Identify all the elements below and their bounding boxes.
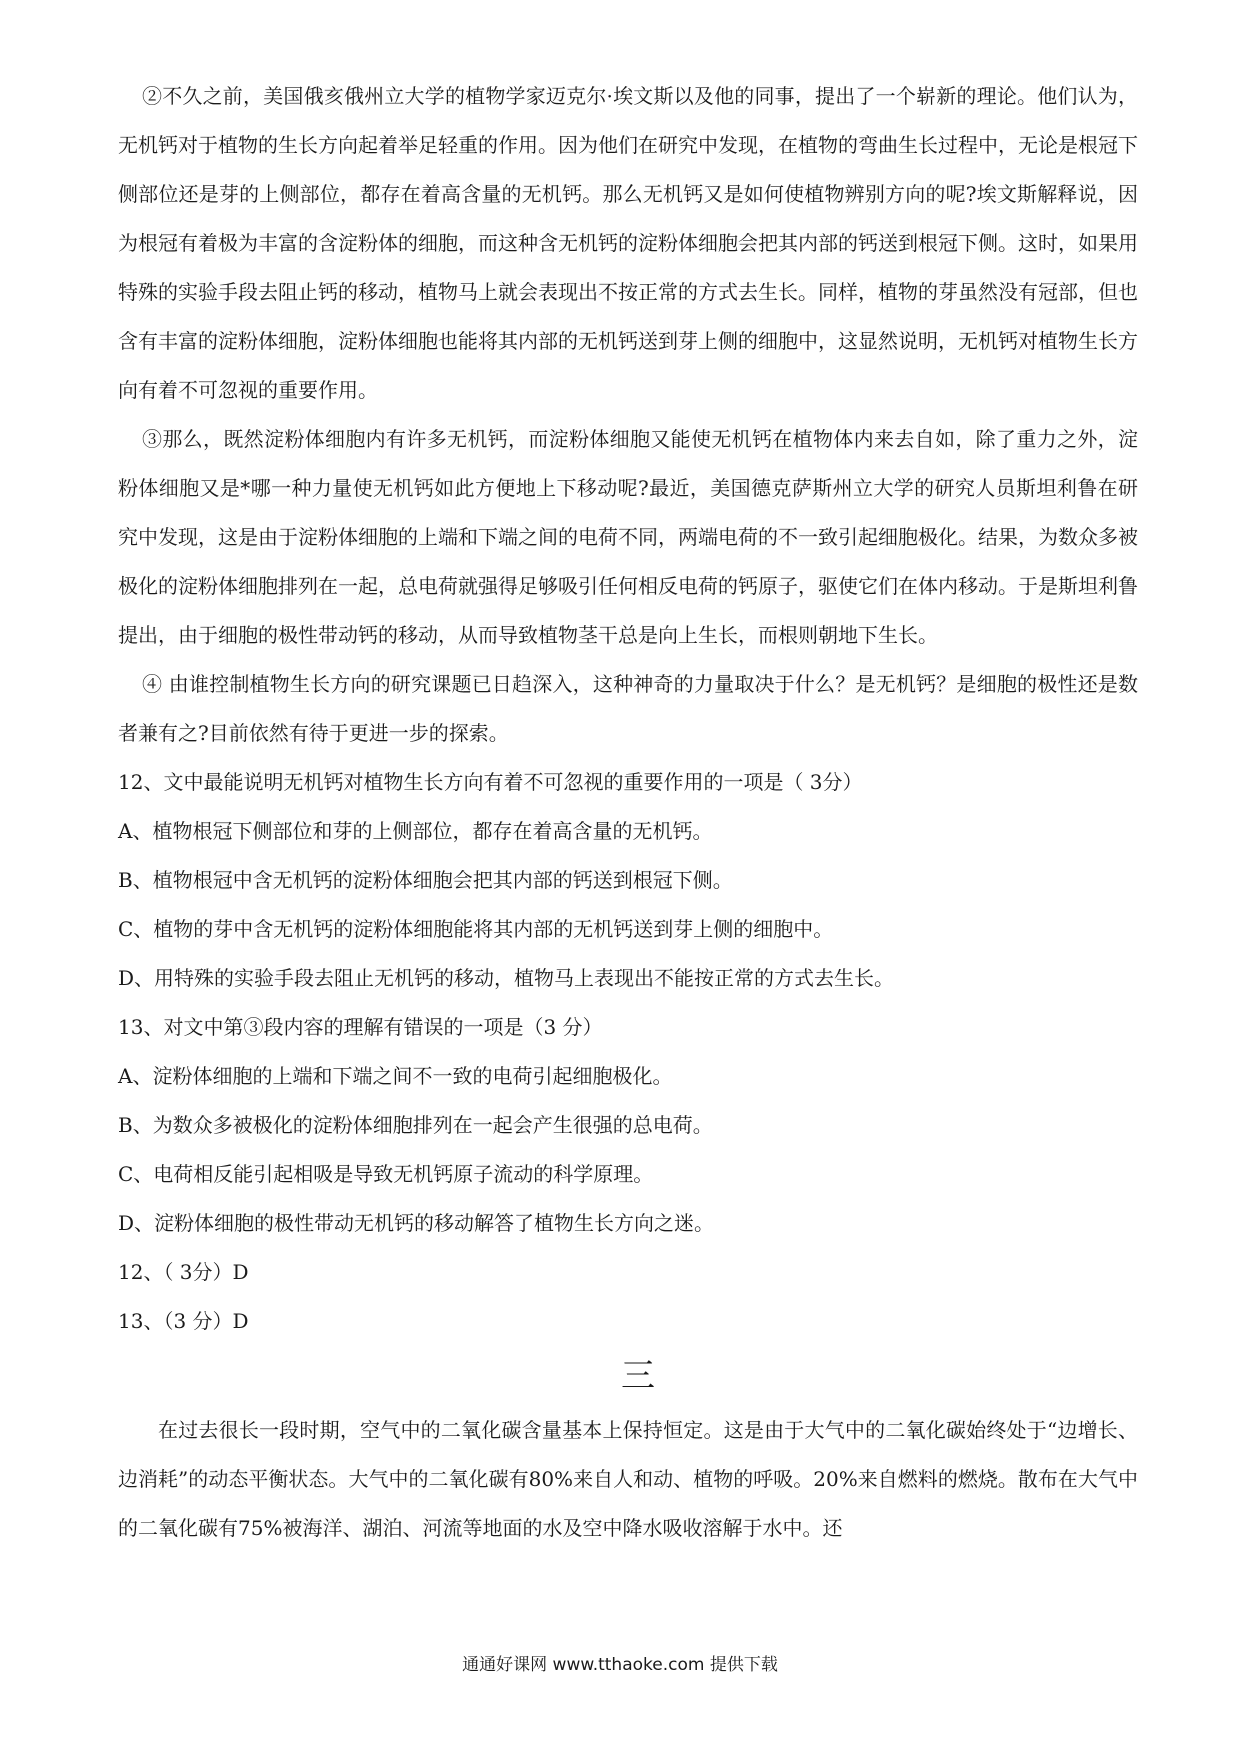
- section-3-title: 三: [621, 1356, 655, 1396]
- question-13-option-c: C、电荷相反能引起相吸是导致无机钙原子流动的科学原理。: [118, 1162, 654, 1186]
- question-12-option-b: B、植物根冠中含无机钙的淀粉体细胞会把其内部的钙送到根冠下侧。: [118, 868, 733, 892]
- passage-paragraph-3: ③那么，既然淀粉体细胞内有许多无机钙，而淀粉体细胞又能使无机钙在植物体内来去自如，除了重力之外，淀粉体细胞又是*哪一种力量使无机钙如此方便地上下移动呢?最近，美国德克萨斯州立大学的研究人员斯坦利鲁在研究中发现，这是由于淀粉体细胞的上端和下端之间的电荷不同，两端电荷的不一致引起细胞极化。结果，为数众多被极化的淀粉体细胞排列在一起，总电荷就强得足够吸引任何相反电荷的钙原子，驱使它们在体内移动。于是斯坦利鲁提出，由于细胞的极性带动钙的移动，从而导致植物茎干总是向上生长，而根则朝地下生长。: [118, 427, 1138, 647]
- section-3-paragraph-1: 在过去很长一段时期，空气中的二氧化碳含量基本上保持恒定。这是由于大气中的二氧化碳始终处于“边增长、边消耗”的动态平衡状态。大气中的二氧化碳有80%来自人和动、植物的呼吸。20%来自燃料的燃烧。散布在大气中的二氧化碳有75%被海洋、湖泊、河流等地面的水及空中降水吸收溶解于水中。还: [118, 1418, 1138, 1540]
- question-12-option-c: C、植物的芽中含无机钙的淀粉体细胞能将其内部的无机钙送到芽上侧的细胞中。: [118, 917, 834, 941]
- answer-12: 12、（ 3分）D: [118, 1260, 249, 1284]
- question-13-option-a: A、淀粉体细胞的上端和下端之间不一致的电荷引起细胞极化。: [118, 1064, 673, 1088]
- answer-13: 13、（3 分）D: [118, 1309, 249, 1333]
- passage-paragraph-2: ②不久之前，美国俄亥俄州立大学的植物学家迈克尔·埃文斯以及他的同事，提出了一个崭新的理论。他们认为，无机钙对于植物的生长方向起着举足轻重的作用。因为他们在研究中发现，在植物的弯曲生长过程中，无论是根冠下侧部位还是芽的上侧部位，都存在着高含量的无机钙。那么无机钙又是如何使植物辨别方向的呢?埃文斯解释说，因为根冠有着极为丰富的含淀粉体的细胞，而这种含无机钙的淀粉体细胞会把其内部的钙送到根冠下侧。这时，如果用特殊的实验手段去阻止钙的移动，植物马上就会表现出不按正常的方式去生长。同样，植物的芽虽然没有冠部，但也含有丰富的淀粉体细胞，淀粉体细胞也能将其内部的无机钙送到芽上侧的细胞中，这显然说明，无机钙对植物生长方向有着不可忽视的重要作用。: [118, 84, 1138, 402]
- question-12-option-d: D、用特殊的实验手段去阻止无机钙的移动，植物马上表现出不能按正常的方式去生长。: [118, 966, 895, 990]
- footer-source-note: 通通好课网 www.tthaoke.com 提供下载: [462, 1655, 778, 1675]
- question-13-stem: 13、对文中第③段内容的理解有错误的一项是（3 分）: [118, 1015, 603, 1039]
- question-12-option-a: A、植物根冠下侧部位和芽的上侧部位，都存在着高含量的无机钙。: [118, 819, 713, 843]
- passage-paragraph-4: ④ 由谁控制植物生长方向的研究课题已日趋深入，这种神奇的力量取决于什么？是无机钙？是细胞的极性还是数者兼有之?目前依然有待于更进一步的探索。: [118, 672, 1138, 745]
- document-content: [118, 72, 1138, 1553]
- question-13-option-b: B、为数众多被极化的淀粉体细胞排列在一起会产生很强的总电荷。: [118, 1113, 713, 1137]
- question-12-stem: 12、文中最能说明无机钙对植物生长方向有着不可忽视的重要作用的一项是（ 3分）: [118, 770, 863, 794]
- question-13-option-d: D、淀粉体细胞的极性带动无机钙的移动解答了植物生长方向之迷。: [118, 1211, 715, 1235]
